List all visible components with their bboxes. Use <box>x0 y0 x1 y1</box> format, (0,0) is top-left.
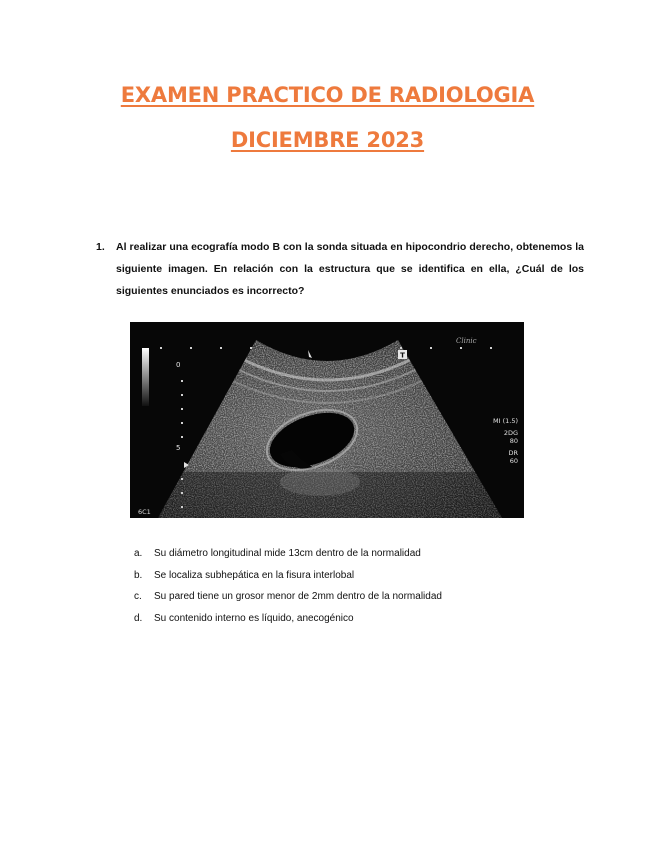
answer-option-c[interactable] <box>134 586 442 608</box>
depth-marker-5: 5 <box>176 444 181 452</box>
answer-options <box>134 543 442 629</box>
setting-mi: MI (1.5) <box>492 417 518 425</box>
depth-marker-0: 0 <box>176 361 181 369</box>
answer-option-d[interactable] <box>134 608 442 630</box>
brand-mark: Clinic <box>456 337 477 345</box>
ultrasound-image <box>130 322 524 518</box>
setting-dr: DR <box>508 449 518 457</box>
option-letter: a. <box>134 548 143 559</box>
orientation-marker-label: T <box>400 351 405 360</box>
exam-title: EXAMEN PRACTICO DE RADIOLOGIA <box>120 83 535 107</box>
answer-option-a[interactable] <box>134 543 442 565</box>
option-letter: c. <box>134 591 142 602</box>
setting-2dg: 2DG <box>503 429 518 437</box>
option-letter: d. <box>134 612 143 624</box>
option-letter: b. <box>134 569 143 581</box>
setting-2dg-value: 80 <box>509 437 518 445</box>
question-number: 1. <box>96 241 105 253</box>
question-text: Al realizar una ecografía modo B con la sonda situada en hipocondrio derecho, obtenemos la siguiente imagen. En relación con la estructura que se identifica en ella, ¿Cuál de los siguientes enunciados es incorrecto? <box>116 241 584 297</box>
question-1 <box>96 236 584 302</box>
option-text: Se localiza subhepática en la fisura interlobal <box>154 569 355 581</box>
answer-option-b[interactable] <box>134 565 442 587</box>
option-text: Su diámetro longitudinal mide 13cm dentro de la normalidad <box>154 548 421 559</box>
probe-label: 6C1 <box>138 508 151 516</box>
setting-dr-value: 60 <box>509 457 518 465</box>
option-text: Su contenido interno es líquido, anecogénico <box>154 612 354 624</box>
option-text: Su pared tiene un grosor menor de 2mm dentro de la normalidad <box>154 591 442 602</box>
exam-date-title: DICIEMBRE 2023 <box>230 128 425 152</box>
